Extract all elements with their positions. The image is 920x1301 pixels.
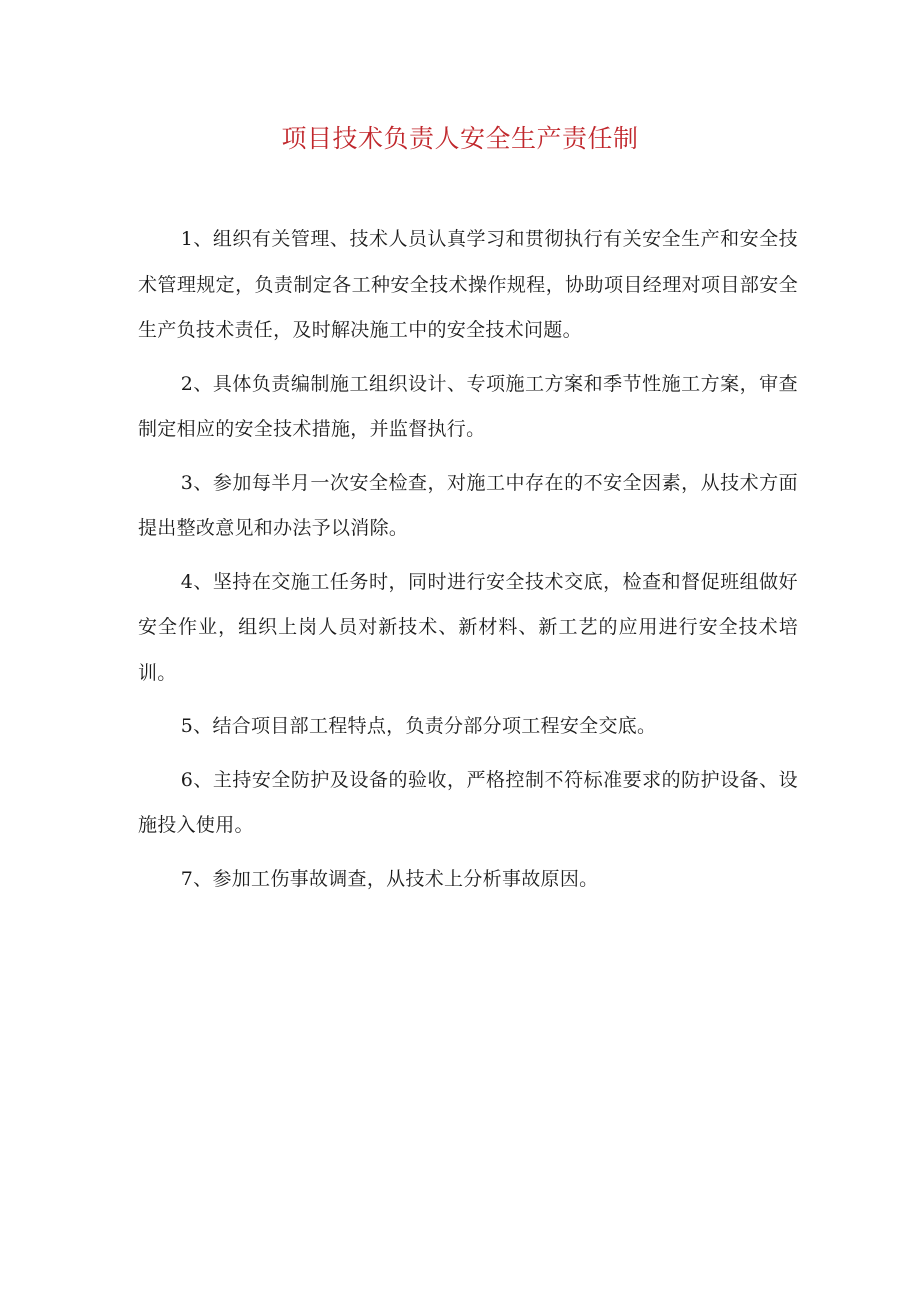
clause-7: 7、参加工伤事故调查，从技术上分析事故原因。 (180, 867, 599, 890)
document-title: 项目技术负责人安全生产责任制 (281, 124, 639, 153)
clause-1: 1、组织有关管理、技术人员认真学习和贯彻执行有关安全生产和安全技术管理规定，负责制定各工种安全技术操作规程，协助项目经理对项目部安全生产负技术责任，及时解决施工中的安全技术问题。 (138, 228, 798, 341)
clause-4: 4、坚持在交施工任务时，同时进行安全技术交底，检查和督促班组做好安全作业，组织上岗人员对新技术、新材料、新工艺的应用进行安全技术培训。 (138, 570, 798, 684)
clause-5: 5、结合项目部工程特点，负责分部分项工程安全交底。 (180, 715, 657, 737)
clause-2: 2、具体负责编制施工组织设计、专项施工方案和季节性施工方案，审查制定相应的安全技术措施，并监督执行。 (138, 372, 798, 440)
document-body (138, 217, 798, 910)
clause-6: 6、主持安全防护及设备的验收，严格控制不符标准要求的防护设备、设施投入使用。 (138, 768, 798, 836)
clause-3: 3、参加每半月一次安全检查，对施工中存在的不安全因素，从技术方面提出整改意见和办法予以消除。 (138, 471, 798, 539)
